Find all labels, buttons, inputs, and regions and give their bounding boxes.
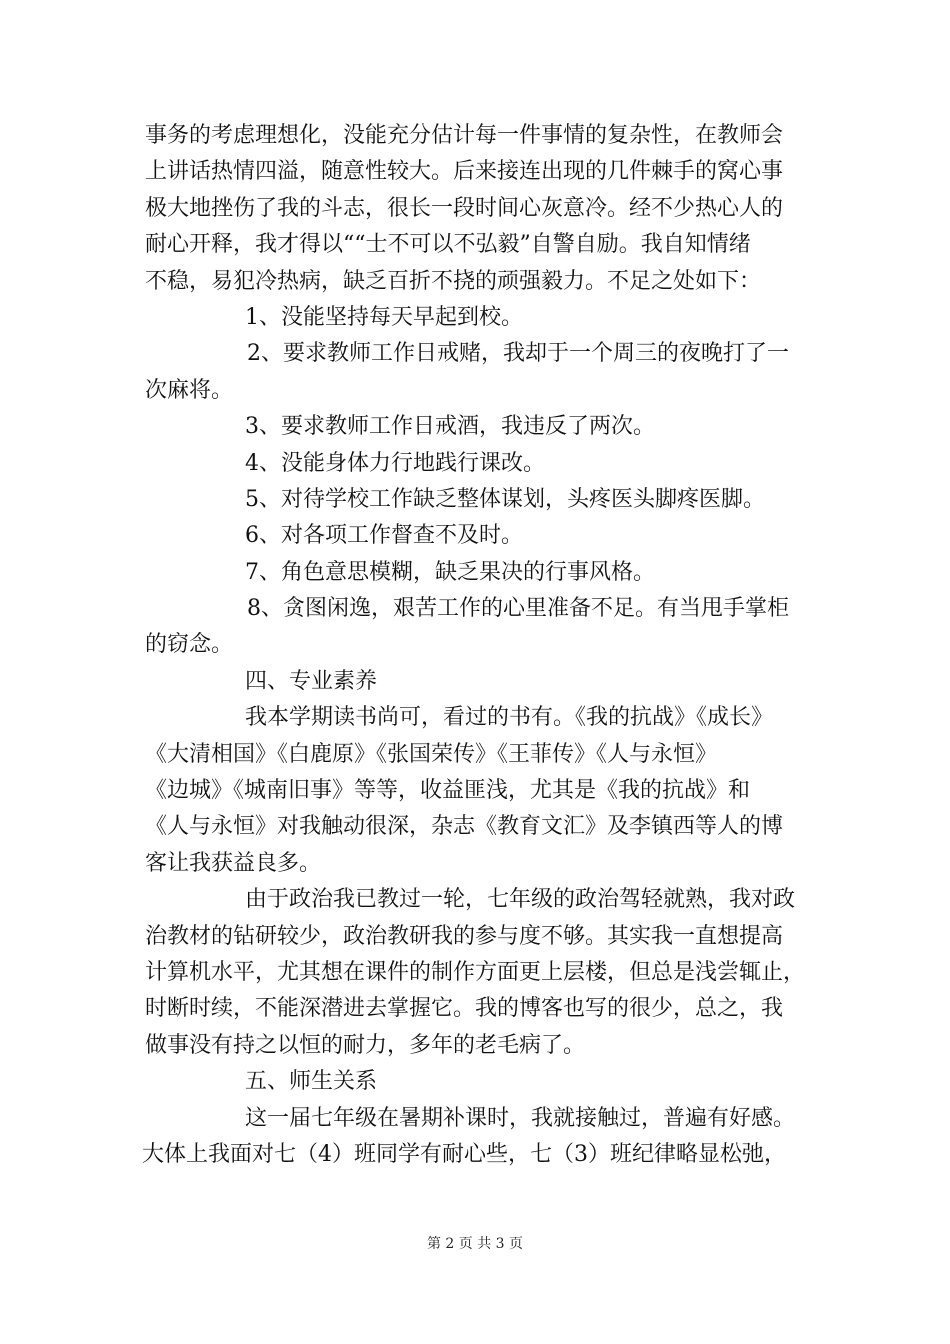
text-line: 这一届七年级在暑期补课时，我就接触过，普遍有好感。 [245, 1105, 796, 1131]
document-body [142, 118, 830, 1173]
text-line: 耐心开释，我才得以““士不可以不弘毅”自警自励。我自知情绪 [145, 232, 751, 258]
list-item-2: 2、要求教师工作日戒赌，我却于一个周三的夜晚打了一 [247, 341, 789, 367]
text-line: 由于政治我已教过一轮，七年级的政治驾轻就熟，我对政 [245, 887, 796, 913]
list-item-1: 1、没能坚持每天早起到校。 [245, 304, 523, 330]
text-line: 事务的考虑理想化，没能充分估计每一件事情的复杂性，在教师会 [145, 123, 784, 148]
text-line: 的窃念。 [145, 632, 234, 658]
text-line: 时断时续，不能深潜进去掌握它。我的博客也写的很少，总之，我 [145, 996, 784, 1022]
list-item-8: 8、贪图闲逸，艰苦工作的心里准备不足。有当甩手掌柜 [247, 596, 789, 622]
text-line: 次麻将。 [145, 377, 234, 403]
list-item-6: 6、对各项工作督查不及时。 [245, 523, 523, 549]
text-line: 《边城》《城南旧事》等等，收益匪浅，尤其是《我的抗战》和 [145, 778, 751, 804]
text-line: 不稳，易犯冷热病，缺乏百折不挠的顽强毅力。不足之处如下： [145, 268, 762, 294]
section-heading-professional: 四、专业素养 [245, 668, 378, 694]
text-line: 治教材的钻研较少，政治教研我的参与度不够。其实我一直想提高 [145, 923, 784, 949]
text-line: 《大清相国》《白鹿原》《张国荣传》《王菲传》《人与永恒》 [145, 741, 718, 767]
page-number-footer: 第 2 页 共 3 页 [426, 1236, 524, 1252]
list-item-7: 7、角色意思模糊，缺乏果决的行事风格。 [245, 559, 655, 585]
list-item-3: 3、要求教师工作日戒酒，我违反了两次。 [245, 414, 655, 440]
section-heading-relations: 五、师生关系 [245, 1069, 378, 1095]
text-line: 我本学期读书尚可，看过的书有。《我的抗战》《成长》 [245, 705, 774, 731]
text-line: 上讲话热情四溢，随意性较大。后来接连出现的几件棘手的窝心事 [145, 159, 784, 185]
text-line: 大体上我面对七（4）班同学有耐心些，七（3）班纪律略显松弛， [142, 1141, 786, 1167]
text-line: 《人与永恒》对我触动很深，杂志《教育文汇》及李镇西等人的博 [145, 814, 784, 840]
text-line: 计算机水平，尤其想在课件的制作方面更上层楼，但总是浅尝辄止， [145, 959, 806, 985]
text-line: 客让我获益良多。 [145, 850, 322, 876]
list-item-5: 5、对待学校工作缺乏整体谋划，头疼医头脚疼医脚。 [245, 486, 765, 512]
text-line: 极大地挫伤了我的斗志，很长一段时间心灰意冷。经不少热心人的 [145, 195, 784, 221]
text-line: 做事没有持之以恒的耐力，多年的老毛病了。 [145, 1032, 586, 1058]
list-item-4: 4、没能身体力行地践行课改。 [245, 450, 545, 476]
